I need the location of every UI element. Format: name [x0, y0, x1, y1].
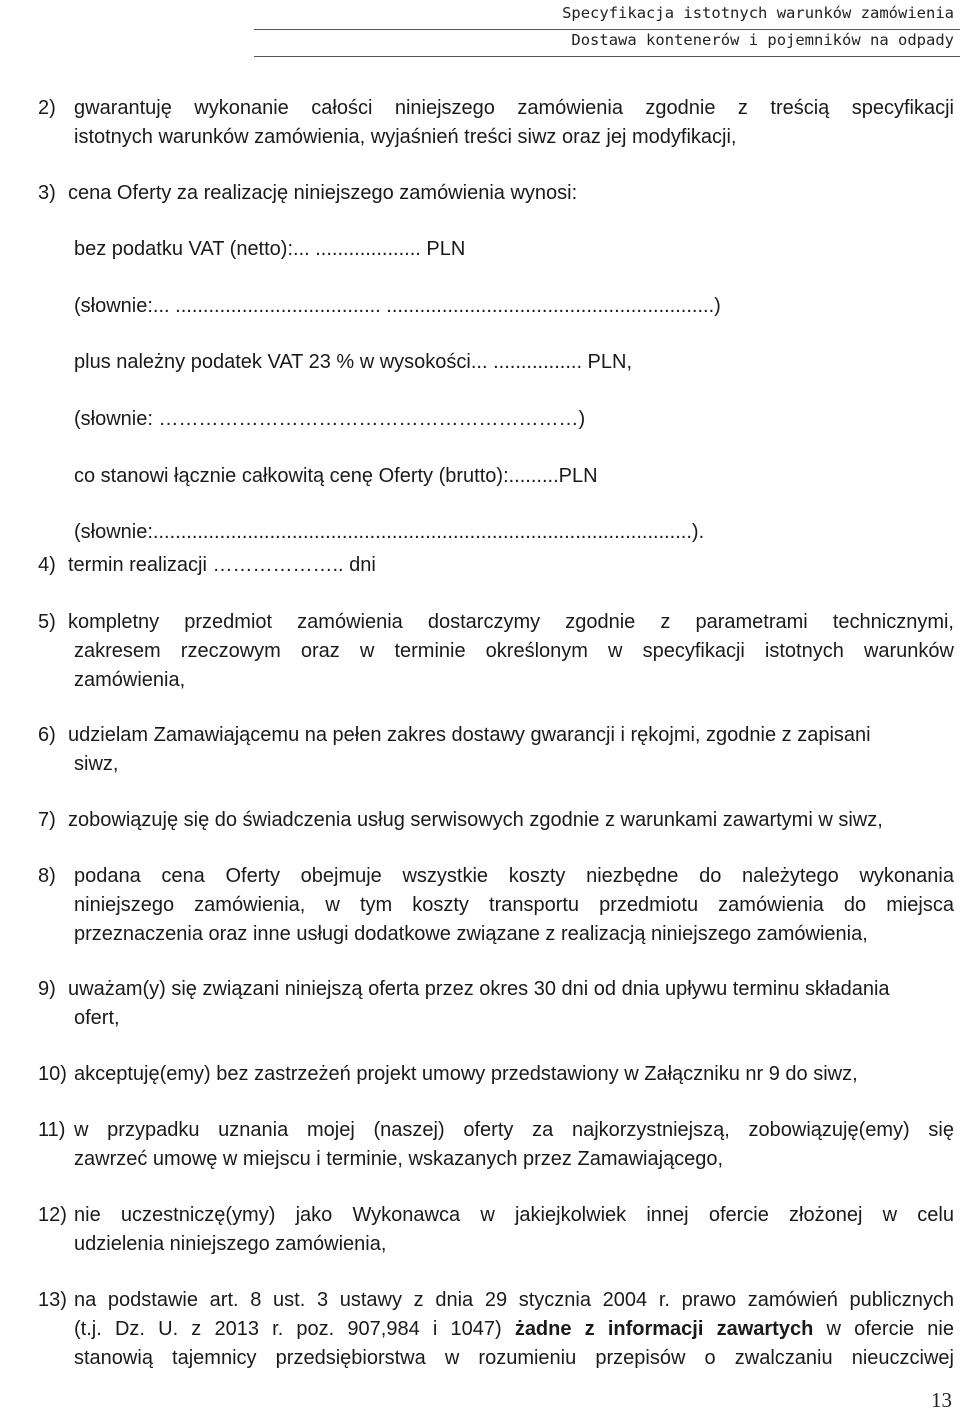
document-page: Specyfikacja istotnych warunków zamówienia Dostawa kontenerów i pojemników na odpady 2) gwarantuję wykonanie całości niniejszego zamówienia zgodnie z treścią specyfikacji istotnych warunków zamówienia, wyjaśnień treści siwz oraz jej modyfikacji, 3) cena Oferty za realizację niniejszego zamówienia wynosi: bez podatku VAT (netto):... ................... PLN (słownie:... ..................................... ...........................................................) plus należny podatek VAT 23 % w wysokości... ................ PLN, (słownie: ………………………………………………………) co stanowi łącznie całkowitą cenę Oferty (brutto):.........PLN (słownie:.................................................................................................). 4) termin realizacji ……………….. dni 5) kompletny przedmiot zamówienia dostarczymy zgodnie z parametrami technicznymi, zakresem rzeczowym oraz w terminie określonym w specyfikacji istotnych warunków zamówienia, 6) udzielam Zamawiającemu na pełen zakres dostawy gwarancji i rękojmi, zgodnie z zapisani siwz, 7) zobowiązuję się do świadczenia usług serwisowych zgodnie z warunkami zawartymi w siwz, 8) podana cena Oferty obejmuje wszystkie koszty niezbędne do należytego wykonania niniejszego zamówienia, w tym koszty transportu przedmiotu zamówienia do miejsca przeznaczenia oraz inne usługi dodatkowe związane z realizacją niniejszego zamówienia, 9) uważam(y) się związani niniejszą oferta przez okres 30 dni od dnia upływu terminu składania ofert, 10) akceptuję(emy) bez zastrzeżeń projekt umowy przedstawiony w Załączniku nr 9 do siwz, 11) w przypadku uznania mojej (naszej) oferty za najkorzystniejszą, zobowiązuję(emy) się zawrzeć umowę w miejscu i terminie, wskazanych przez Zamawiającego, 12) nie uczestniczę(ymy) jako Wykonawca w jakiejkolwiek innej ofercie złożonej w celu udzielenia niniejszego zamówienia, 13) na podstawie art. 8 ust. 3 ustawy z dnia 29 stycznia 2004 r. prawo zamówień publicznych (t.j. Dz. U. z 2013 r. poz. 907,984 i 1047) żadne z informacji zawartych w ofercie nie stanowią tajemnicy przedsiębiorstwa w rozumieniu przepisów o zwalczaniu nieuczciwej 13 — [0, 0, 960, 1413]
item-line: zakresem rzeczowym oraz w terminie określonym w specyfikacji istotnych warunków — [74, 640, 954, 662]
price-brutto: co stanowi łącznie całkowitą cenę Oferty (brutto):.........PLN — [74, 465, 598, 487]
item-line: ofert, — [74, 1007, 120, 1029]
item-line: przeznaczenia oraz inne usługi dodatkowe związane z realizacją niniejszego zamówienia, — [74, 923, 868, 945]
item-line: termin realizacji ……………….. dni — [68, 554, 376, 576]
price-netto-words: (słownie:... ..................................... ...........................................................) — [74, 295, 721, 317]
item-line: uważam(y) się związani niniejszą oferta przez okres 30 dni od dnia upływu terminu składania — [68, 978, 890, 1000]
item-line: gwarantuję wykonanie całości niniejszego zamówienia zgodnie z treścią specyfikacji — [74, 97, 954, 119]
price-brutto-words: (słownie:.................................................................................................). — [74, 521, 705, 543]
item-line: zawrzeć umowę w miejscu i terminie, wskazanych przez Zamawiającego, — [74, 1148, 724, 1170]
vat-amount-words: (słownie: ………………………………………………………) — [74, 408, 586, 430]
item-line: w przypadku uznania mojej (naszej) oferty za najkorzystniejszą, zobowiązuję(emy) się — [74, 1119, 954, 1141]
item-line: zobowiązuję się do świadczenia usług serwisowych zgodnie z warunkami zawartymi w siwz, — [68, 809, 883, 831]
page-header — [254, 0, 954, 54]
price-netto: bez podatku VAT (netto):... ................... PLN — [74, 238, 466, 260]
item-line: (t.j. Dz. U. z 2013 r. poz. 907,984 i 1047) żadne z informacji zawartych w ofercie nie — [74, 1318, 954, 1340]
item-line: nie uczestniczę(ymy) jako Wykonawca w jakiejkolwiek innej ofercie złożonej w celu — [74, 1204, 954, 1226]
item-line: udzielenia niniejszego zamówienia, — [74, 1233, 387, 1255]
emphasis-text: żadne z informacji zawartych — [514, 1318, 814, 1340]
item-line: podana cena Oferty obejmuje wszystkie koszty niezbędne do należytego wykonania — [74, 865, 954, 887]
item-line: kompletny przedmiot zamówienia dostarczymy zgodnie z parametrami technicznymi, — [68, 611, 954, 633]
item-line: istotnych warunków zamówienia, wyjaśnień treści siwz oraz jej modyfikacji, — [74, 126, 737, 148]
page-number: 13 — [931, 1388, 952, 1412]
item-line: stanowią tajemnicy przedsiębiorstwa w rozumieniu przepisów o zwalczaniu nieuczciwej — [74, 1347, 954, 1369]
item-line: akceptuję(emy) bez zastrzeżeń projekt umowy przedstawiony w Załączniku nr 9 do siwz, — [74, 1063, 858, 1085]
header-subtitle: Dostawa kontenerów i pojemników na odpady — [571, 31, 954, 49]
item-line: siwz, — [74, 753, 119, 775]
item-line: udzielam Zamawiającemu na pełen zakres dostawy gwarancji i rękojmi, zgodnie z zapisani — [68, 724, 871, 746]
vat-amount: plus należny podatek VAT 23 % w wysokości... ................ PLN, — [74, 351, 633, 373]
item-line: na podstawie art. 8 ust. 3 ustawy z dnia 29 stycznia 2004 r. prawo zamówień publicznych — [74, 1289, 954, 1311]
item-line: zamówienia, — [74, 669, 186, 691]
header-title: Specyfikacja istotnych warunków zamówienia — [562, 4, 954, 22]
header-rule — [254, 56, 960, 57]
header-rule — [254, 29, 960, 30]
item-line: cena Oferty za realizację niniejszego zamówienia wynosi: — [68, 182, 578, 204]
item-line: niniejszego zamówienia, w tym koszty transportu przedmiotu zamówienia do miejsca — [74, 894, 954, 916]
